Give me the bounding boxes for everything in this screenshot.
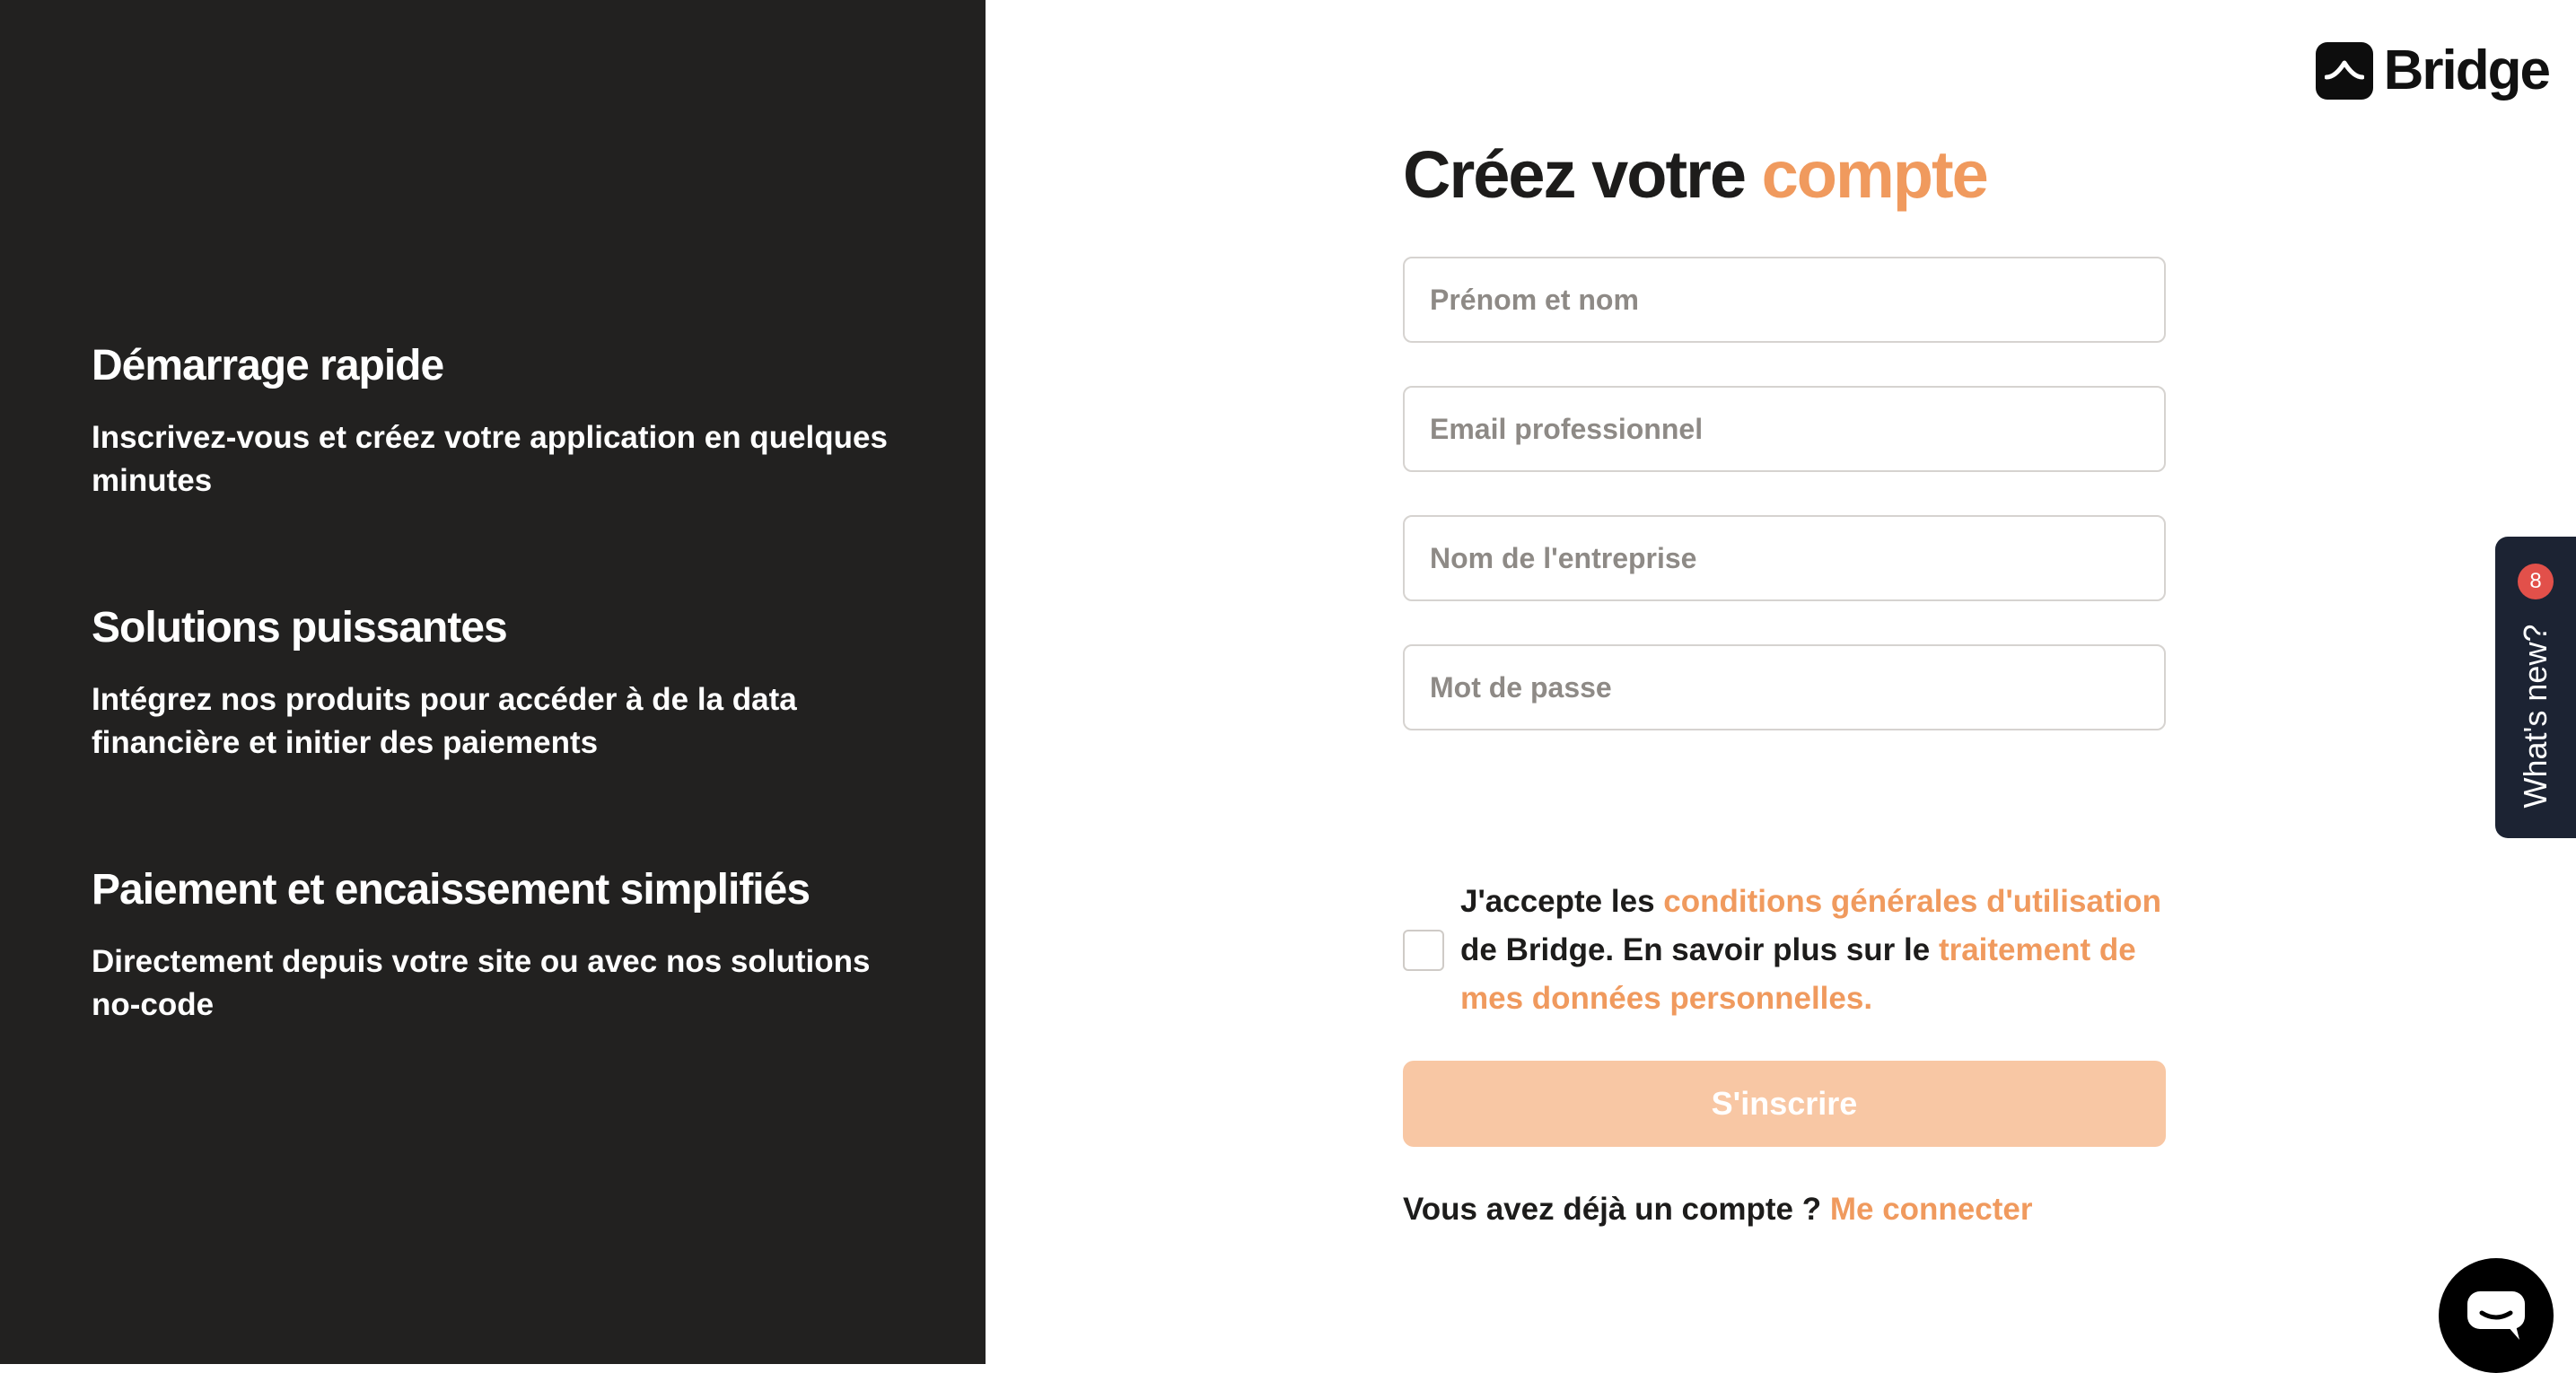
signin-prompt <box>1403 1192 2032 1228</box>
company-input[interactable] <box>1428 541 2141 576</box>
email-field[interactable] <box>1403 386 2166 472</box>
feature-simplified-payments <box>92 863 899 1027</box>
email-input[interactable] <box>1428 412 2141 447</box>
chat-launcher-button[interactable] <box>2439 1258 2554 1373</box>
signin-link[interactable]: Me connecter <box>1830 1192 2033 1227</box>
feature-description: Intégrez nos produits pour accéder à de la data financière et initier des paiements <box>92 678 899 765</box>
feature-title: Paiement et encaissement simplifiés <box>92 863 899 917</box>
brand-name: Bridge <box>2384 39 2549 102</box>
signup-button[interactable]: S'inscrire <box>1403 1061 2166 1147</box>
left-panel <box>0 0 986 1364</box>
terms-checkbox[interactable] <box>1403 930 1444 971</box>
whats-new-label: What's new? <box>2517 625 2554 809</box>
terms-middle: de Bridge. En savoir plus sur le <box>1460 932 1939 967</box>
signin-prompt-text: Vous avez déjà un compte ? <box>1403 1192 1830 1227</box>
brand-logo[interactable] <box>2316 39 2549 102</box>
password-input[interactable] <box>1428 670 2141 705</box>
form-fields <box>1403 257 2166 730</box>
cgu-link[interactable]: conditions générales d'utilisation <box>1663 884 2161 919</box>
terms-text <box>1460 878 2166 1023</box>
chat-bubble-icon <box>2466 1290 2527 1342</box>
feature-title: Solutions puissantes <box>92 601 899 655</box>
terms-prefix: J'accepte les <box>1460 884 1663 919</box>
title-accent: compte <box>1762 137 1987 212</box>
feature-description: Inscrivez-vous et créez votre application en quelques minutes <box>92 416 899 503</box>
title-main: Créez votre <box>1403 137 1745 212</box>
name-input[interactable] <box>1428 283 2141 318</box>
bridge-logo-icon <box>2316 42 2373 100</box>
privacy-link[interactable]: traitement de mes données personnelles. <box>1460 932 2136 1016</box>
page-title <box>1403 135 2166 215</box>
feature-description: Directement depuis votre site ou avec nos solutions no-code <box>92 940 899 1027</box>
name-field[interactable] <box>1403 257 2166 343</box>
whats-new-tab[interactable] <box>2495 537 2576 838</box>
feature-powerful-solutions <box>92 601 899 765</box>
feature-title: Démarrage rapide <box>92 339 899 393</box>
company-field[interactable] <box>1403 515 2166 601</box>
terms-consent <box>1403 878 2166 1023</box>
feature-quick-start <box>92 339 899 503</box>
signup-form <box>1403 135 2166 730</box>
password-field[interactable] <box>1403 644 2166 730</box>
notification-badge: 8 <box>2518 564 2554 599</box>
